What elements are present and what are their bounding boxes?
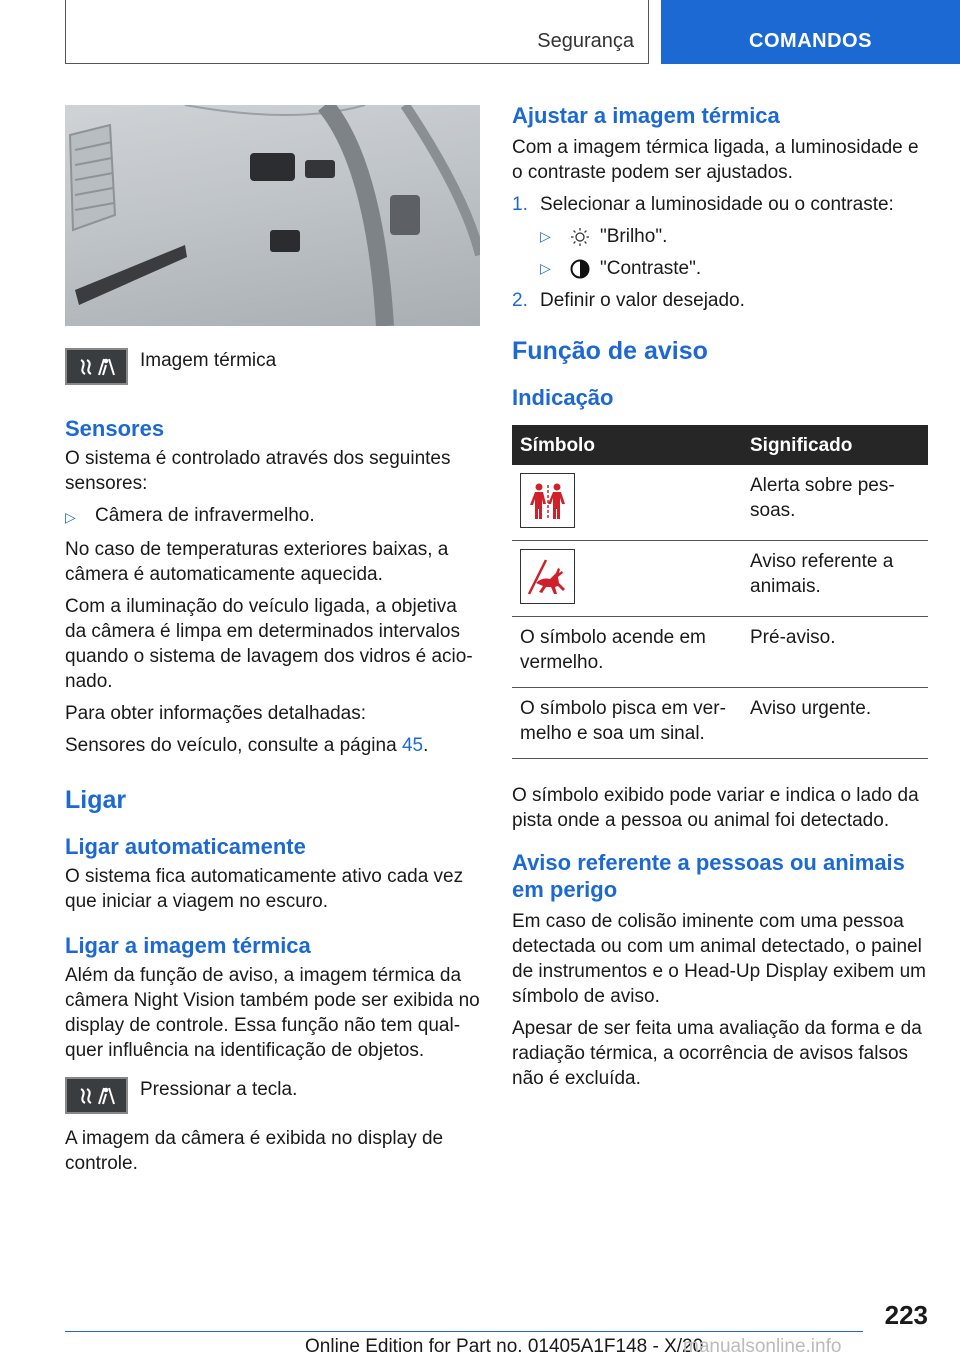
table-header-row xyxy=(512,425,928,465)
paragraph: No caso de temperaturas exteriores baixas, a câmera é automaticamente aquecida. xyxy=(65,539,449,585)
paragraph: Com a imagem térmica ligada, a luminosidade e o contraste podem ser ajustados. xyxy=(512,137,919,183)
paragraph: Além da função de aviso, a imagem térmica da câmera Night Vision também pode ser exibida no display de controle. Essa função não tem qualquer influência na identificação de objetos. xyxy=(65,965,480,1061)
auto-heading: Ligar automaticamente xyxy=(65,834,306,859)
sub-item-contrast: ▷ "Contraste". xyxy=(540,258,702,279)
table-cell: Pré-aviso. xyxy=(742,617,928,688)
symbol-table xyxy=(512,425,928,759)
table-row xyxy=(512,465,928,541)
triangle-bullet-icon: ▷ xyxy=(540,260,551,276)
step-item: 2. Definir o valor desejado. xyxy=(512,290,745,311)
paragraph: Com a iluminação do veículo ligada, a objetiva da câmera é limpa em determinados intervalos quando o sistema de lavagem dos vidros é acionado. xyxy=(65,596,473,692)
paragraph: O símbolo exibido pode variar e indica o lado da pista onde a pessoa ou animal foi detectado. xyxy=(512,785,919,831)
sun-icon xyxy=(566,227,594,247)
image-heading: Ligar a imagem térmica xyxy=(65,933,311,958)
triangle-bullet-icon: ▷ xyxy=(540,228,551,244)
table-cell: Aviso referente a animais. xyxy=(742,541,928,617)
table-cell: Aviso urgente. xyxy=(742,688,928,759)
page-number: 223 xyxy=(884,1300,928,1330)
adjust-heading: Ajustar a imagem térmica xyxy=(512,103,780,128)
triangle-bullet-icon: ▷ xyxy=(65,509,76,525)
header-section: Segurança xyxy=(537,30,634,52)
table-row xyxy=(512,541,928,617)
table-cell: O símbolo pisca em vermelho e soa um sinal. xyxy=(512,688,742,759)
table-row xyxy=(512,617,928,688)
danger-heading: Aviso referente a pessoas ou animais em perigo xyxy=(512,850,905,902)
paragraph: Para obter informações detalhadas: xyxy=(65,703,367,724)
ligar-heading: Ligar xyxy=(65,786,127,814)
table-header-cell: Significado xyxy=(742,425,928,465)
pedestrian-warning-icon xyxy=(520,473,575,528)
press-key-row xyxy=(65,1077,480,1114)
table-cell: O símbolo acende em vermelho. xyxy=(512,617,742,688)
table-row xyxy=(512,688,928,759)
paragraph: O sistema fica automaticamente ativo cada vez que iniciar a viagem no escuro. xyxy=(65,866,464,912)
left-column xyxy=(65,105,480,1183)
night-vision-key-icon xyxy=(65,348,128,385)
sensores-intro: O sistema é controlado através dos seguintes sensores: xyxy=(65,448,451,494)
paragraph: Apesar de ser feita uma avaliação da forma e da radiação térmica, a ocorrência de avisos falsos não é excluída. xyxy=(512,1018,922,1089)
table-cell: Alerta sobre pessoas. xyxy=(742,465,928,541)
warning-heading: Função de aviso xyxy=(512,337,708,365)
table-header-cell: Símbolo xyxy=(512,425,742,465)
caption-row xyxy=(65,348,480,385)
photo-caption: Imagem térmica xyxy=(140,350,277,371)
list-item: ▷ Câmera de infravermelho. xyxy=(65,503,480,530)
sub-item-brightness: ▷ "Brilho". xyxy=(540,226,668,247)
paragraph: A imagem da câmera é exibida no display de controle. xyxy=(65,1128,444,1174)
dashboard-photo xyxy=(65,105,480,326)
sensores-heading: Sensores xyxy=(65,416,165,441)
press-key-text: Pressionar a tecla. xyxy=(140,1079,298,1100)
footer-divider xyxy=(65,1331,863,1332)
watermark: manualsonline.info xyxy=(683,1336,842,1357)
night-vision-key-icon xyxy=(65,1077,128,1114)
deer-warning-icon xyxy=(520,549,575,604)
page-link[interactable]: 45 xyxy=(401,735,424,756)
paragraph: Sensores do veículo, consulte a página 45. xyxy=(65,735,429,756)
footer-edition: Online Edition for Part no. 01405A1F148 - X/20 xyxy=(305,1336,704,1357)
indication-heading: Indicação xyxy=(512,385,614,410)
header-chapter-label: COMANDOS xyxy=(749,29,872,52)
step-item: 1. Selecionar a luminosidade ou o contraste: xyxy=(512,194,894,215)
header-section-box xyxy=(65,0,649,64)
header-chapter-tab[interactable] xyxy=(661,0,960,64)
contrast-icon xyxy=(566,259,594,279)
paragraph: Em caso de colisão iminente com uma pessoa detectada ou com um animal detectado, o painel de instrumentos e o Head-Up Display exibem um símbolo de aviso. xyxy=(512,911,926,1007)
right-column xyxy=(512,102,928,1098)
